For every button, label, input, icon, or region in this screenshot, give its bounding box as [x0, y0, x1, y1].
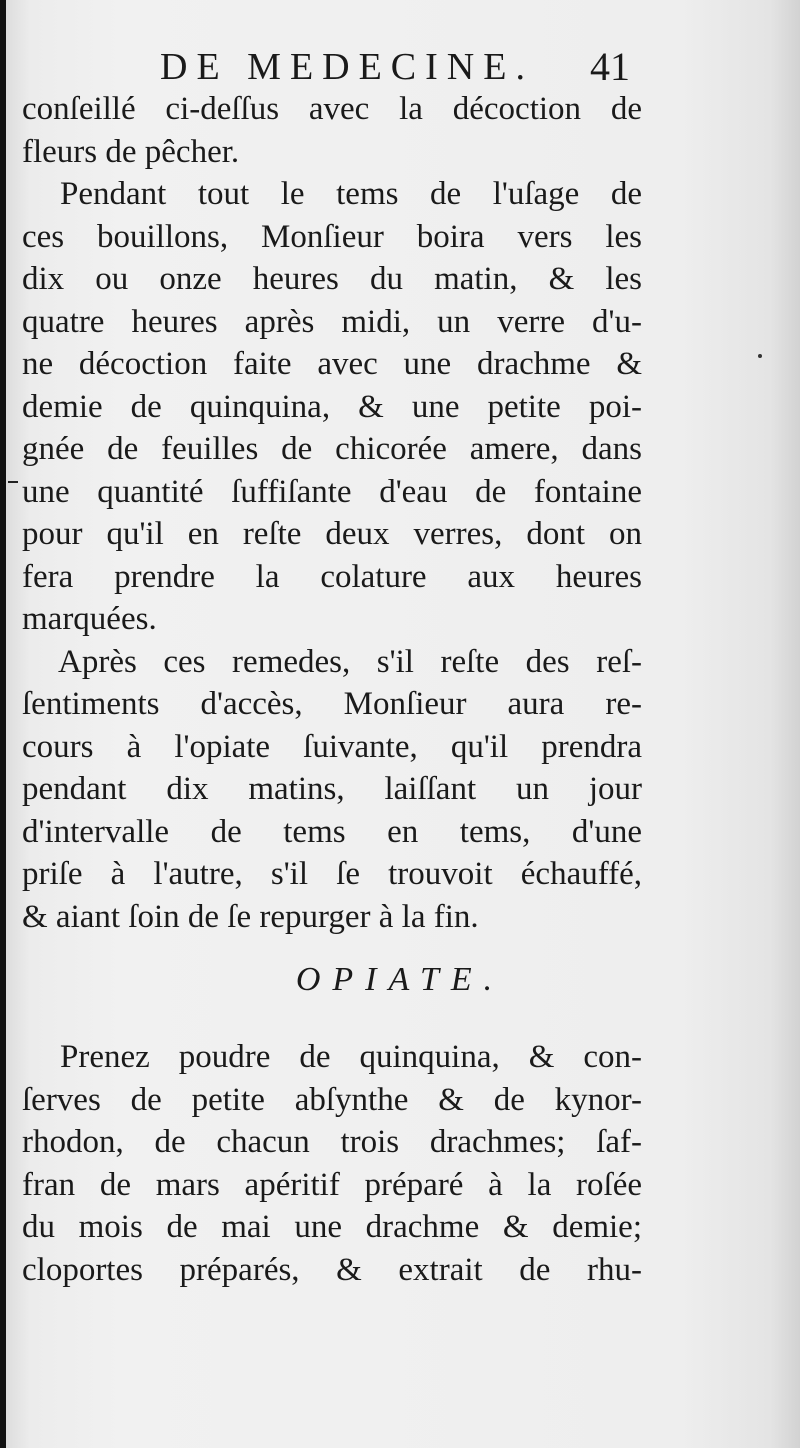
text-line: Pendant tout le tems de l'uſage de	[60, 176, 642, 212]
text-line: conſeillé ci-deſſus avec la décoction de	[22, 91, 642, 127]
text-line: ne décoction faite avec une drachme &	[22, 346, 642, 382]
text-line: Après ces remedes, s'il reſte des reſ-	[58, 643, 642, 680]
ink-speck	[758, 354, 762, 358]
running-title: DE MEDECINE.	[160, 46, 534, 88]
text-line: ſentiments d'accès, Monſieur aura re-	[22, 686, 642, 722]
text-line: fera prendre la colature aux heures	[22, 558, 642, 595]
margin-mark	[8, 481, 18, 483]
text-line: fleurs de pêcher.	[22, 133, 240, 170]
text-line: pour qu'il en reſte deux verres, dont on	[22, 516, 642, 552]
running-head	[0, 42, 800, 92]
main-text-block	[22, 88, 642, 938]
text-line: une quantité ſuffiſante d'eau de fontaine	[22, 473, 642, 510]
text-line: marquées.	[22, 601, 157, 637]
page-number: 41	[590, 44, 630, 89]
text-line: dix ou onze heures du matin, & les	[22, 261, 642, 297]
text-line: fran de mars apéritif préparé à la roſée	[22, 1166, 642, 1203]
text-line: ſerves de petite abſynthe & de kynor-	[22, 1081, 642, 1118]
text-line: rhodon, de chacun trois drachmes; ſaf-	[22, 1124, 642, 1160]
text-line: Prenez poudre de quinquina, & con-	[60, 1039, 642, 1075]
text-line: du mois de mai une drachme & demie;	[22, 1209, 642, 1245]
text-line: gnée de feuilles de chicorée amere, dans	[22, 431, 642, 467]
text-line: d'intervalle de tems en tems, d'une	[22, 813, 642, 850]
section-heading: OPIATE.	[295, 961, 505, 998]
opiate-text-block	[22, 1036, 642, 1291]
text-line: pendant dix matins, laiſſant un jour	[22, 771, 642, 807]
text-line: demie de quinquina, & une petite poi-	[22, 388, 642, 425]
text-line: cours à l'opiate ſuivante, qu'il prendra	[22, 728, 642, 765]
text-line: quatre heures après midi, un verre d'u-	[22, 303, 642, 340]
text-line: & aiant ſoin de ſe repurger à la fin.	[22, 898, 479, 935]
text-line: priſe à l'autre, s'il ſe trouvoit échauffé,	[22, 856, 642, 892]
text-line: ces bouillons, Monſieur boira vers les	[22, 218, 642, 255]
text-line: cloportes préparés, & extrait de rhu-	[22, 1251, 642, 1288]
